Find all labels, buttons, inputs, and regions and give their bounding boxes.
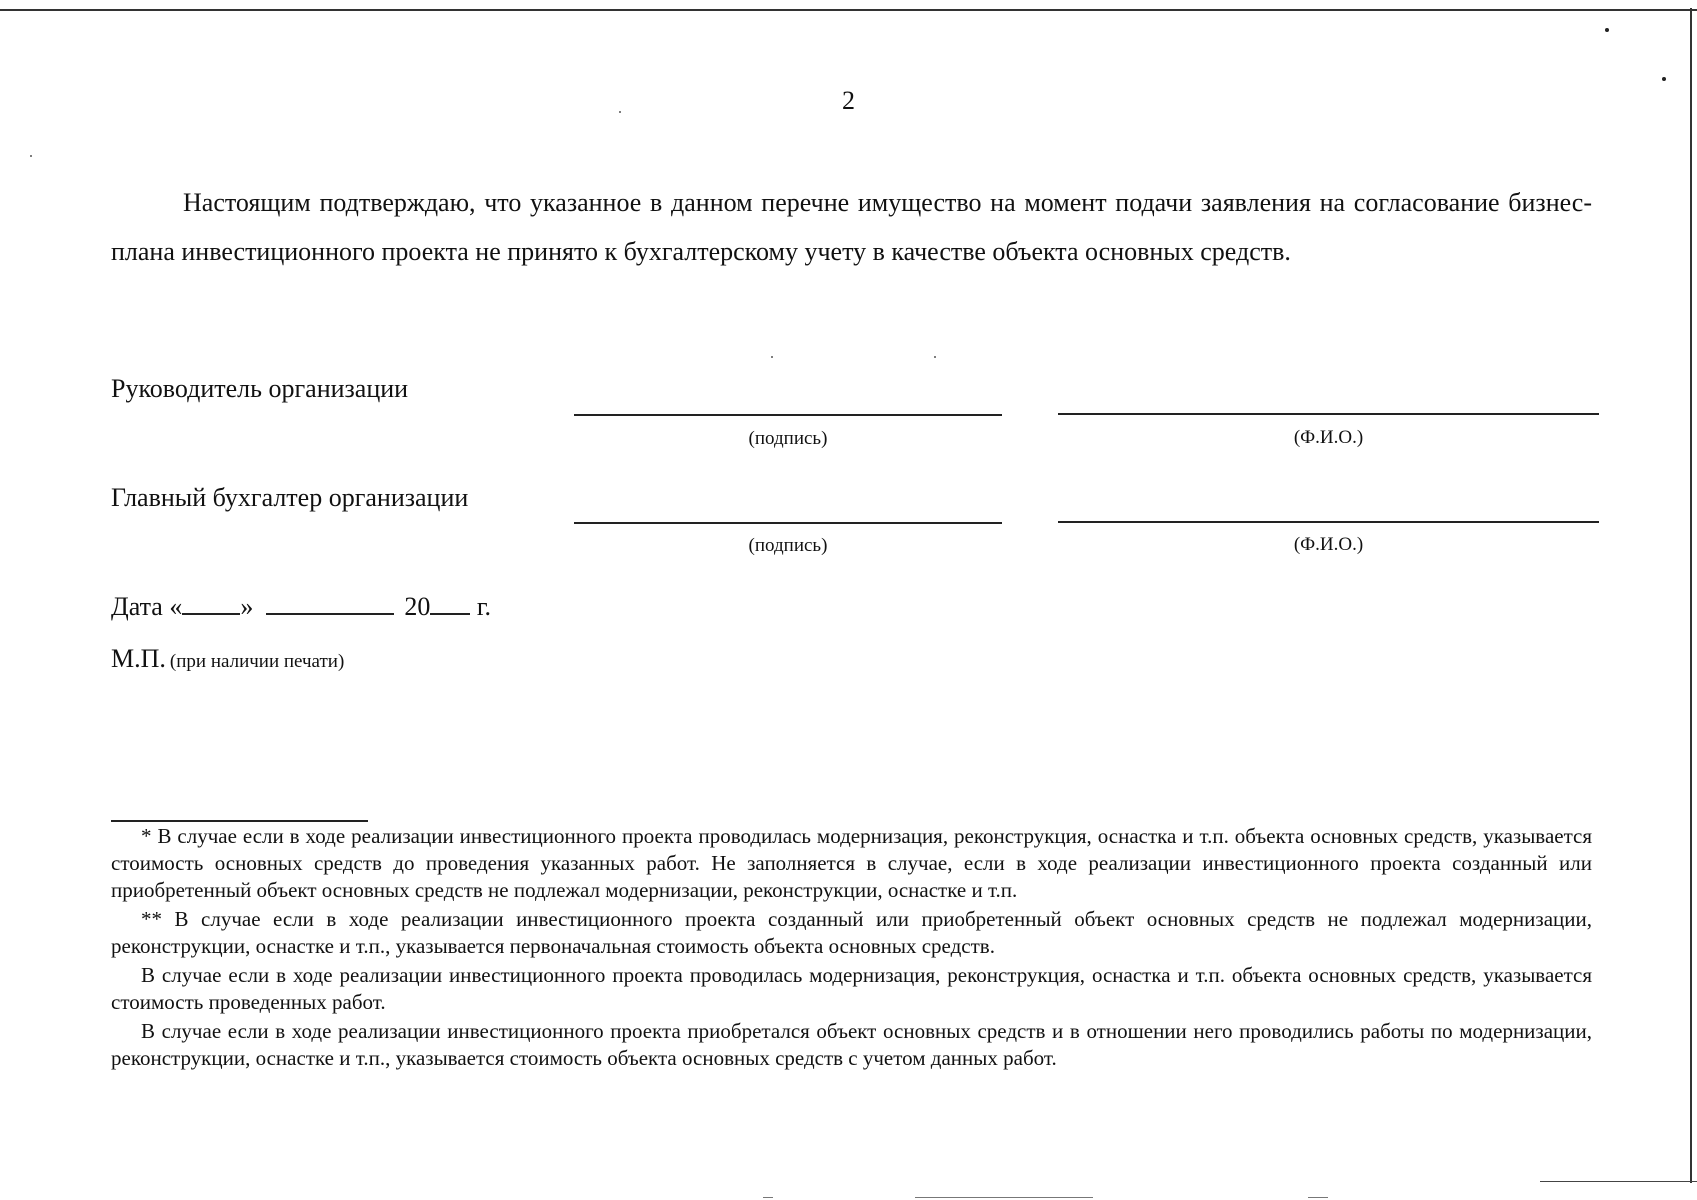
date-year-suffix: г. <box>476 592 492 621</box>
stamp-place <box>111 644 344 674</box>
date-month-blank[interactable] <box>266 589 394 615</box>
footnotes <box>111 823 1592 1074</box>
footnote-separator <box>111 820 368 822</box>
page-number: 2 <box>842 86 855 115</box>
footnote-2-continuation-1: В случае если в ходе реализации инвестиционного проекта проводилась модернизация, реконструкция, оснастка и т.п. объекта основных средств, указывается стоимость проведенных работ. <box>111 963 1592 1014</box>
date-label: Дата « <box>111 592 183 621</box>
head-signature-line[interactable] <box>574 414 1002 416</box>
footnote-2: ** В случае если в ходе реализации инвестиционного проекта созданный или приобретенный объект основных средств не подлежал модернизации, реконструкции, оснастке и т.п., указывается первоначальная стоимость объекта основных средств. <box>111 907 1592 958</box>
confirmation-paragraph: Настоящим подтверждаю, что указанное в данном перечне имущество на момент подачи заявления на согласование бизнес-плана инвестиционного проекта не принято к бухгалтерскому учету в качестве объекта основных средств. <box>111 188 1592 266</box>
date-day-blank[interactable] <box>182 589 240 615</box>
chief-accountant-name-caption: (Ф.И.О.) <box>1293 534 1364 555</box>
footnote-1: * В случае если в ходе реализации инвестиционного проекта проводилась модернизация, реконструкция, оснастка и т.п. объекта основных средств, указывается стоимость основных средств до проведения указанных работ. Не заполняется в случае, если в ходе реализации инвестиционного проекта созданный или приобретенный объект основных средств не подлежал модернизации, реконструкции, оснастке и т.п. <box>111 824 1592 902</box>
scan-speck <box>1662 77 1666 81</box>
head-of-organization-label: Руководитель организации <box>111 374 409 403</box>
scan-speck <box>771 356 773 358</box>
head-signature-caption: (подпись) <box>748 428 828 449</box>
scan-mark-bottom <box>915 1197 1093 1198</box>
scan-speck <box>934 356 936 358</box>
chief-accountant-signature-line[interactable] <box>574 522 1002 524</box>
date-year-blank[interactable] <box>430 589 470 615</box>
date-line <box>111 589 491 622</box>
chief-accountant-signature-caption: (подпись) <box>748 535 828 556</box>
head-name-line[interactable] <box>1058 413 1599 415</box>
scan-speck <box>30 155 32 157</box>
stamp-label: М.П. <box>111 644 166 673</box>
scan-mark-bottom <box>1308 1197 1328 1198</box>
footnote-2-continuation-2: В случае если в ходе реализации инвестиционного проекта приобретался объект основных средств и в отношении него проводились работы по модернизации, реконструкции, оснастке и т.п., указывается стоимость объекта основных средств с учетом данных работ. <box>111 1019 1592 1070</box>
date-day-close: » <box>240 592 254 621</box>
stamp-note: (при наличии печати) <box>169 651 345 672</box>
scan-mark-bottom <box>763 1197 773 1198</box>
scan-edge-bottom <box>1540 1181 1697 1182</box>
head-name-caption: (Ф.И.О.) <box>1293 427 1364 448</box>
chief-accountant-label: Главный бухгалтер организации <box>111 483 469 512</box>
scan-edge-top <box>0 9 1697 11</box>
chief-accountant-name-line[interactable] <box>1058 521 1599 523</box>
scan-edge-right <box>1690 8 1692 1183</box>
date-year-prefix: 20 <box>404 592 431 621</box>
scan-speck <box>1605 28 1609 32</box>
